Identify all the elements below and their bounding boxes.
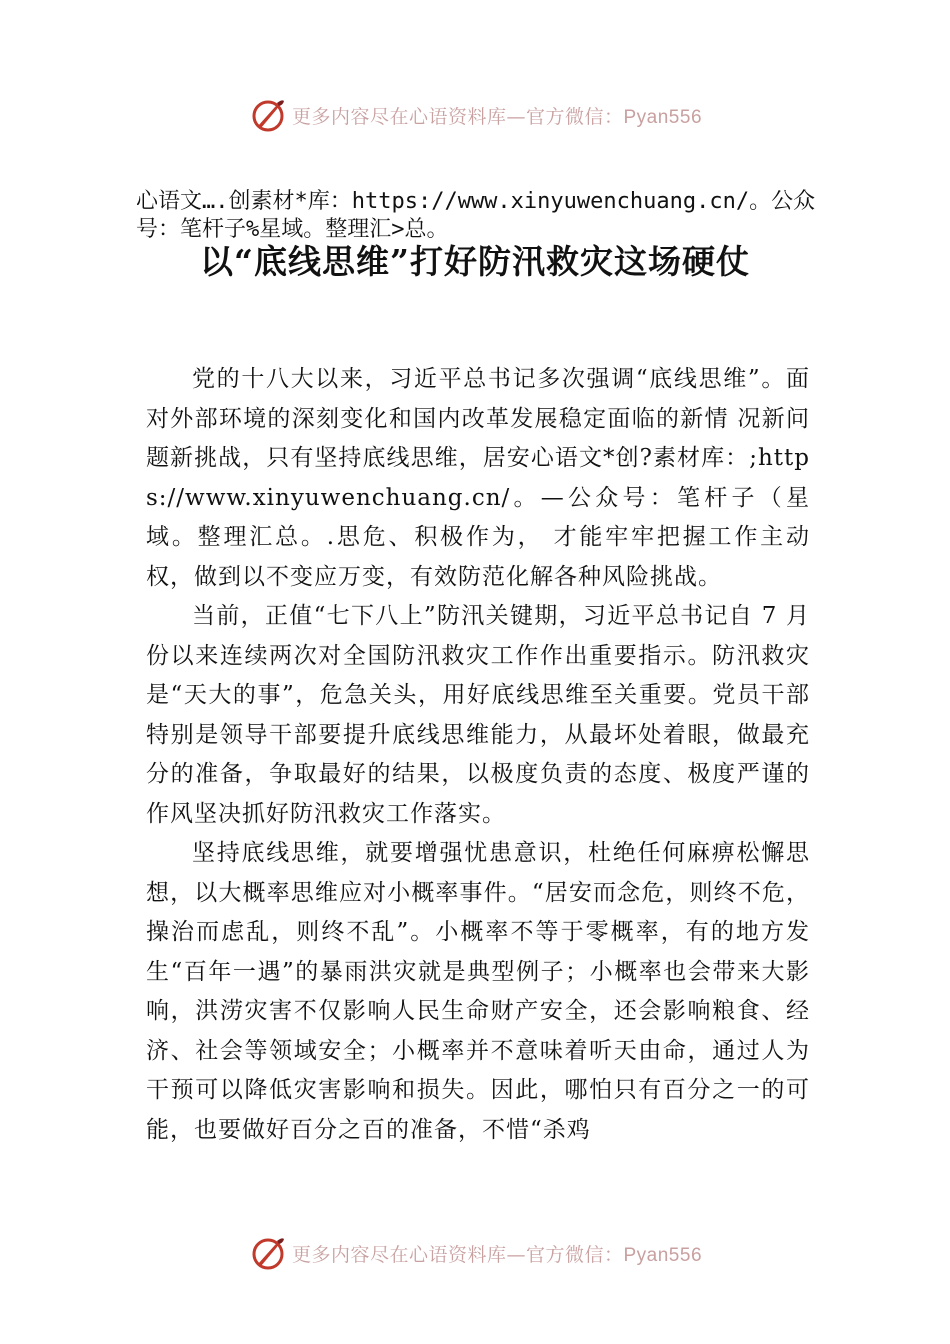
wechat-handle: Pyan556: [623, 1244, 703, 1266]
paragraph: 党的十八大以来，习近平总书记多次强调“底线思维”。面对外部环境的深刻变化和国内改革发展稳定面临的新情 况新问题新挑战，只有坚持底线思维，居安心语文*创?素材库：;https://www.xinyuwenchuang.cn/。—公众号：笔杆子（星域。整理汇总。.思危、积极作为， 才能牢牢把握工作主动权，做到以不变应万变，有效防范化解各种风险挑战。: [146, 366, 810, 590]
pen-logo-icon: [248, 95, 288, 135]
banner-text: 更多内容尽在心语资料库—官方微信：Pyan556: [291, 1243, 703, 1266]
document-body: [146, 360, 810, 1150]
header-banner: [0, 95, 950, 135]
document-title: 以“底线思维”打好防汛救灾这场硬仗: [200, 242, 750, 281]
source-note: 心语文….创素材*库：https://www.xinyuwenchuang.cn/。公众号：笔杆子%星域。整理汇>总。: [136, 189, 816, 242]
wechat-handle: Pyan556: [623, 106, 703, 128]
paragraph: 坚持底线思维，就要增强忧患意识，杜绝任何麻痹松懈思想，以大概率思维应对小概率事件。“居安而念危，则终不危，操治而虑乱，则终不乱”。小概率不等于零概率，有的地方发生“百年一遇”的暴雨洪灾就是典型例子；小概率也会带来大影响，洪涝灾害不仅影响人民生命财产安全，还会影响粮食、经济、社会等领域安全；小概率并不意味着听天由命，通过人为干预可以降低灾害影响和损失。因此，哪怕只有百分之一的可能，也要做好百分之百的准备，不惜“杀鸡: [146, 840, 810, 1143]
footer-banner: [0, 1233, 950, 1273]
banner-text: 更多内容尽在心语资料库—官方微信：Pyan556: [291, 105, 703, 128]
paragraph: 当前，正值“七下八上”防汛关键期，习近平总书记自 7 月份以来连续两次对全国防汛救灾工作作出重要指示。防汛救灾是“天大的事”，危急关头，用好底线思维至关重要。党员干部特别是领导干部要提升底线思维能力，从最坏处着眼，做最充分的准备，争取最好的结果，以极度负责的态度、极度严谨的作风坚决抓好防汛救灾工作落实。: [146, 603, 810, 827]
pen-logo-icon: [248, 1233, 288, 1273]
